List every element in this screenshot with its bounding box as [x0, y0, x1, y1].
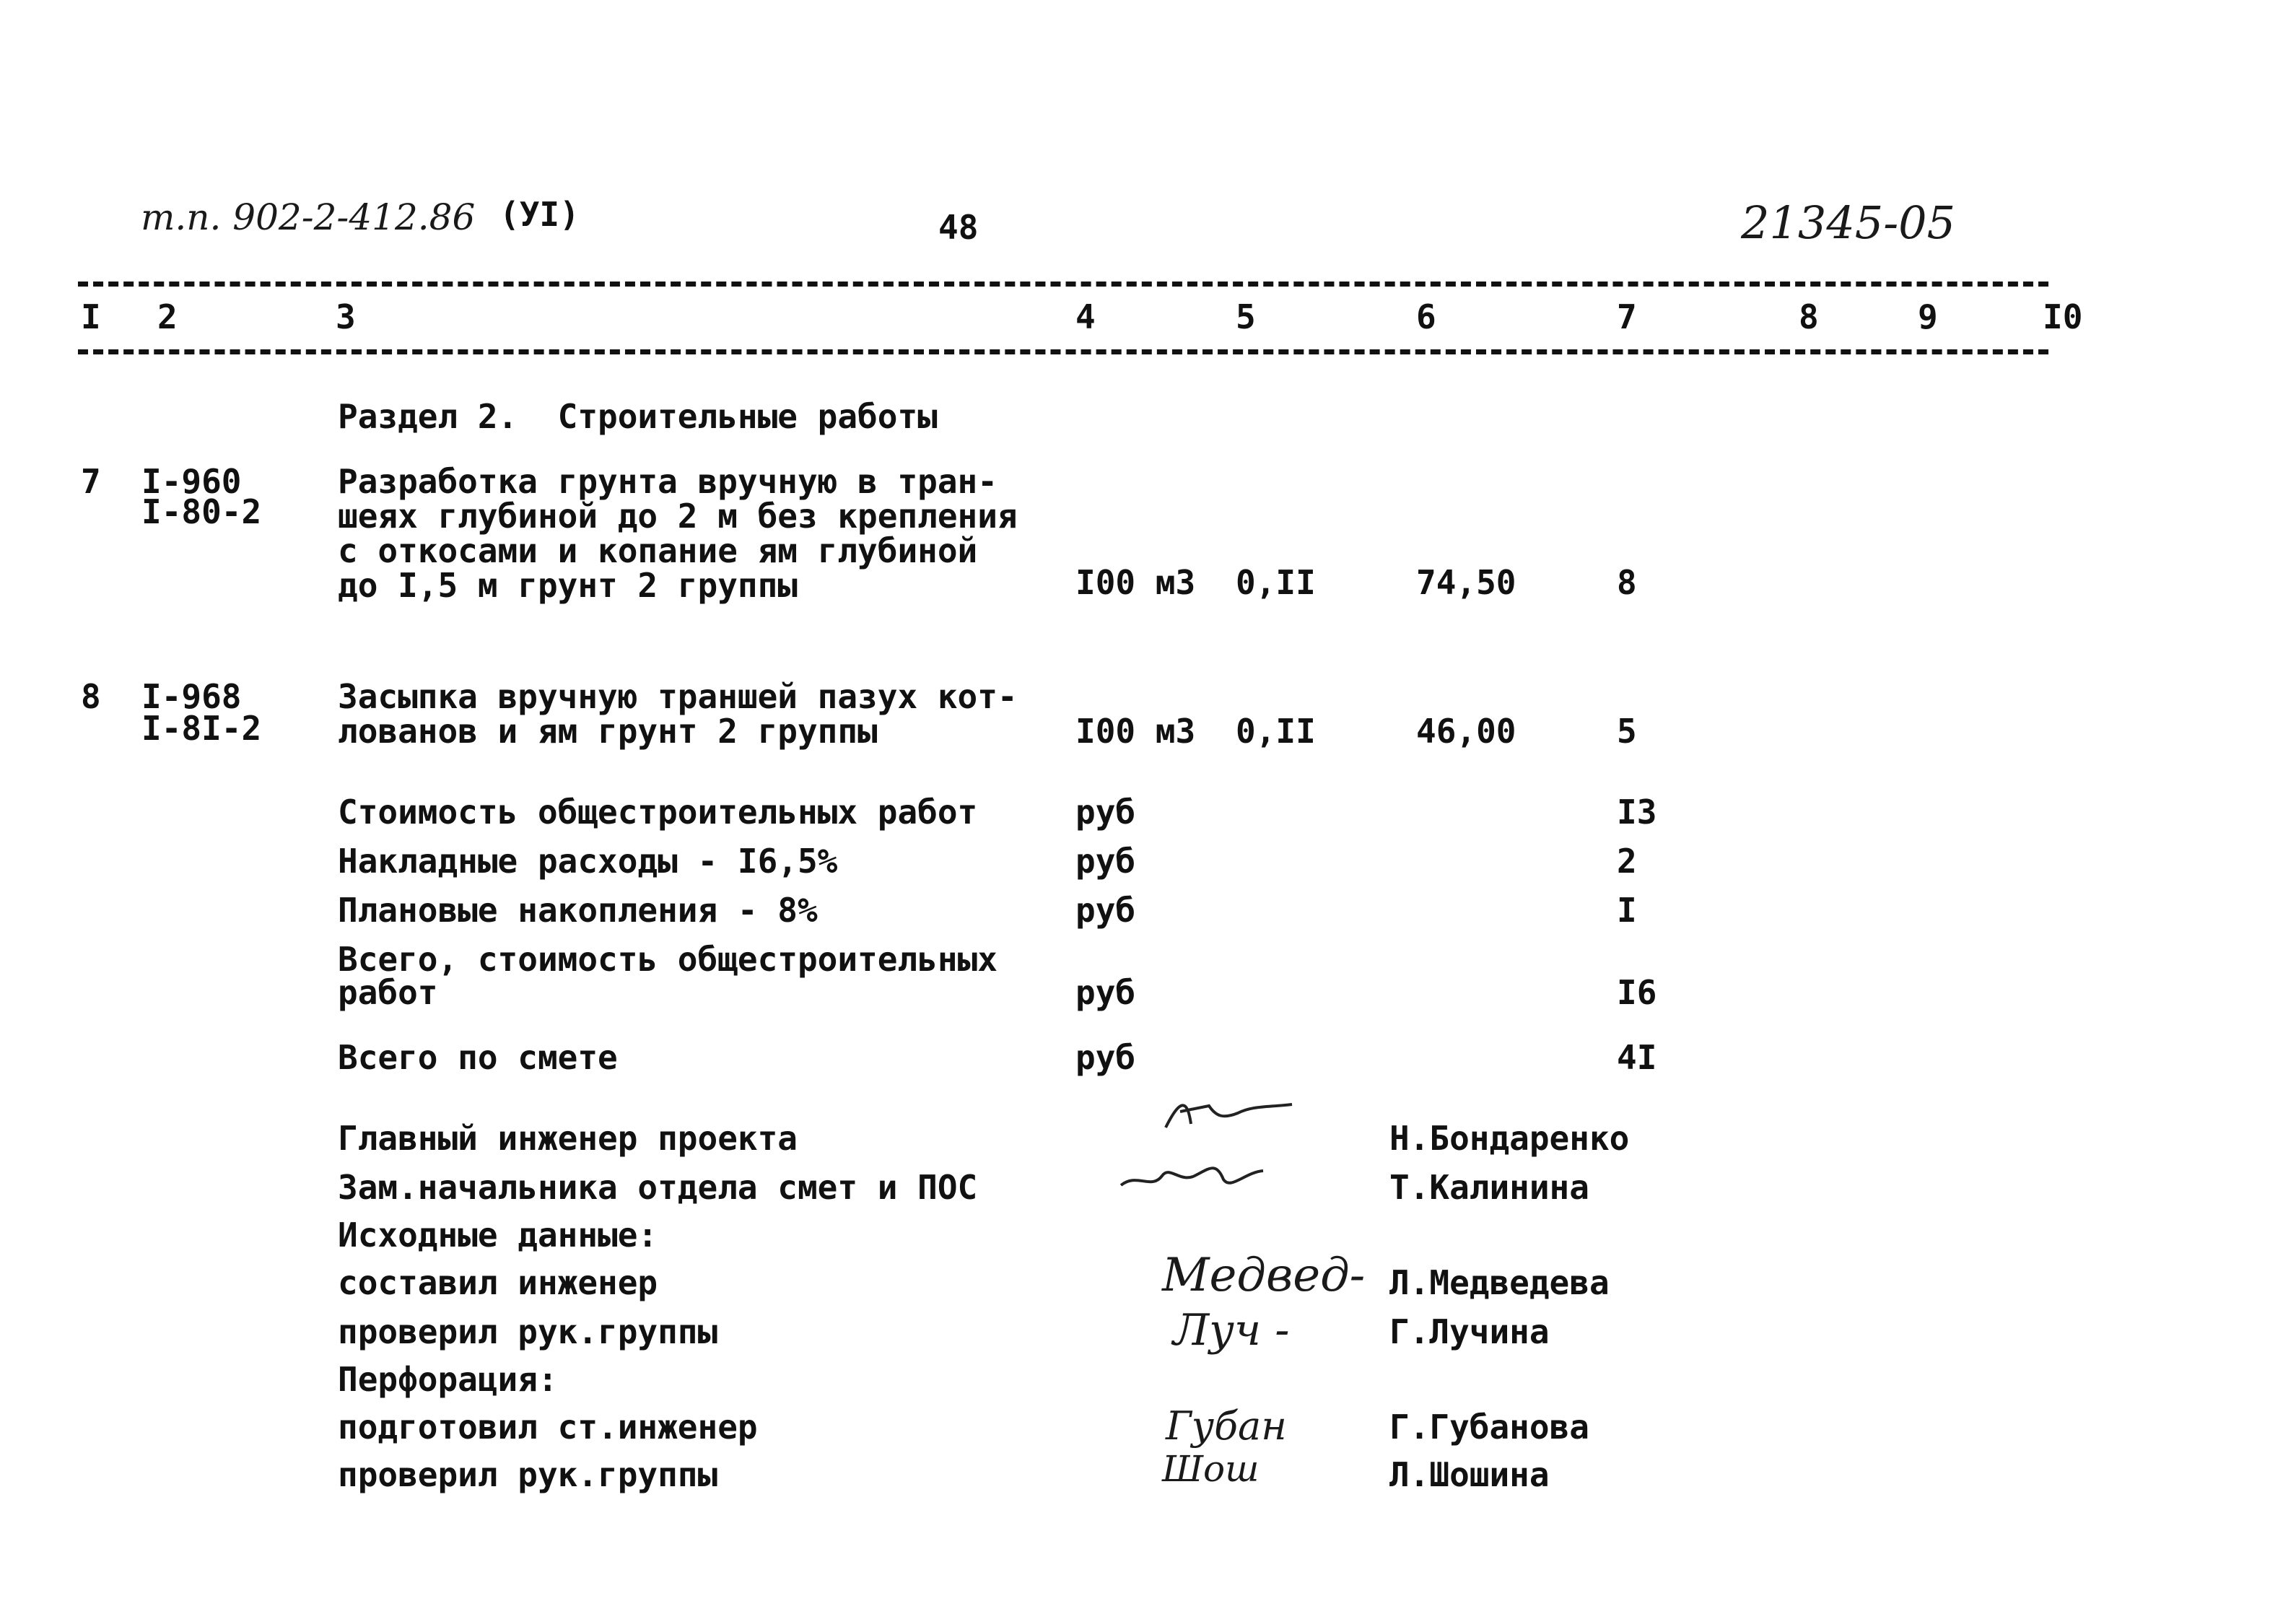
row-description: шеях глубиной до 2 м без крепления	[338, 497, 1018, 536]
album-number: (УI)	[499, 195, 580, 234]
handwritten-signature: Шош	[1162, 1448, 1260, 1490]
row-description: до I,5 м грунт 2 группы	[338, 566, 798, 605]
column-header: I0	[2043, 297, 2083, 336]
column-header: 5	[1236, 297, 1256, 336]
column-header: 2	[157, 297, 178, 336]
row-unit: I00 м3	[1075, 563, 1196, 602]
column-header: I	[81, 297, 101, 336]
row-description: Засыпка вручную траншей пазух кот-	[338, 677, 1018, 716]
row-description: Разработка грунта вручную в тран-	[338, 462, 998, 501]
handwritten-signature	[1115, 1151, 1274, 1201]
row-description: с откосами и копание ям глубиной	[338, 531, 978, 570]
column-header: 8	[1799, 297, 1819, 336]
summary-total: I6	[1617, 973, 1657, 1012]
rate-code: I-968	[141, 677, 242, 716]
summary-total: 2	[1617, 842, 1637, 881]
page-number: 48	[938, 208, 979, 247]
header-rule-top	[78, 282, 2048, 287]
row-total: 5	[1617, 712, 1637, 751]
column-header: 4	[1075, 297, 1096, 336]
signature-role: составил инженер	[338, 1263, 658, 1302]
signature-role: Перфорация:	[338, 1360, 558, 1399]
summary-total: 4I	[1617, 1038, 1657, 1077]
summary-label: Плановые накопления - 8%	[338, 891, 818, 930]
row-quantity: 0,II	[1236, 712, 1316, 751]
column-header: 9	[1918, 297, 1938, 336]
handwritten-signature: Губан	[1166, 1403, 1287, 1449]
summary-unit: руб	[1075, 973, 1136, 1012]
signatory-name: Г.Губанова	[1389, 1408, 1589, 1447]
signature-role: проверил рук.группы	[338, 1455, 718, 1494]
column-header: 7	[1617, 297, 1637, 336]
summary-label: Стоимость общестроительных работ	[338, 793, 978, 832]
project-code: т.п. 902-2-412.86	[141, 196, 476, 238]
rate-code: I-8I-2	[141, 709, 262, 748]
handwritten-signature: Луч -	[1173, 1305, 1290, 1356]
signature-role: Исходные данные:	[338, 1216, 658, 1255]
handwritten-signature: Медвед-	[1162, 1249, 1366, 1302]
signatory-name: Л.Шошина	[1389, 1455, 1550, 1494]
summary-total: I3	[1617, 793, 1657, 832]
row-quantity: 0,II	[1236, 563, 1316, 602]
row-number: 7	[81, 462, 101, 501]
row-unit-price: 46,00	[1416, 712, 1516, 751]
summary-label-continued: работ	[338, 973, 438, 1012]
summary-label: Всего, стоимость общестроительных	[338, 940, 998, 979]
signatory-name: Н.Бондаренко	[1389, 1119, 1630, 1158]
section-title: Раздел 2. Строительные работы	[338, 397, 938, 436]
column-header: 3	[336, 297, 356, 336]
row-unit: I00 м3	[1075, 712, 1196, 751]
summary-unit: руб	[1075, 891, 1136, 930]
row-unit-price: 74,50	[1416, 563, 1516, 602]
signatory-name: Л.Медведева	[1389, 1263, 1610, 1302]
column-header: 6	[1416, 297, 1436, 336]
signature-role: подготовил ст.инженер	[338, 1408, 758, 1447]
row-total: 8	[1617, 563, 1637, 602]
signature-role: Зам.начальника отдела смет и ПОС	[338, 1168, 978, 1207]
summary-total: I	[1617, 891, 1637, 930]
rate-code: I-960	[141, 462, 242, 501]
rate-code: I-80-2	[141, 492, 262, 531]
header-rule-bottom	[78, 349, 2048, 354]
row-description: лованов и ям грунт 2 группы	[338, 712, 878, 751]
signature-role: Главный инженер проекта	[338, 1119, 798, 1158]
summary-unit: руб	[1075, 842, 1136, 881]
signatory-name: Т.Калинина	[1389, 1168, 1589, 1207]
summary-unit: руб	[1075, 793, 1136, 832]
signature-role: проверил рук.группы	[338, 1312, 718, 1351]
summary-label: Всего по смете	[338, 1038, 618, 1077]
summary-unit: руб	[1075, 1038, 1136, 1077]
summary-label: Накладные расходы - I6,5%	[338, 842, 838, 881]
handwritten-signature	[1158, 1091, 1303, 1142]
signatory-name: Г.Лучина	[1389, 1312, 1550, 1351]
row-number: 8	[81, 677, 101, 716]
document-number: 21345-05	[1741, 196, 1956, 249]
